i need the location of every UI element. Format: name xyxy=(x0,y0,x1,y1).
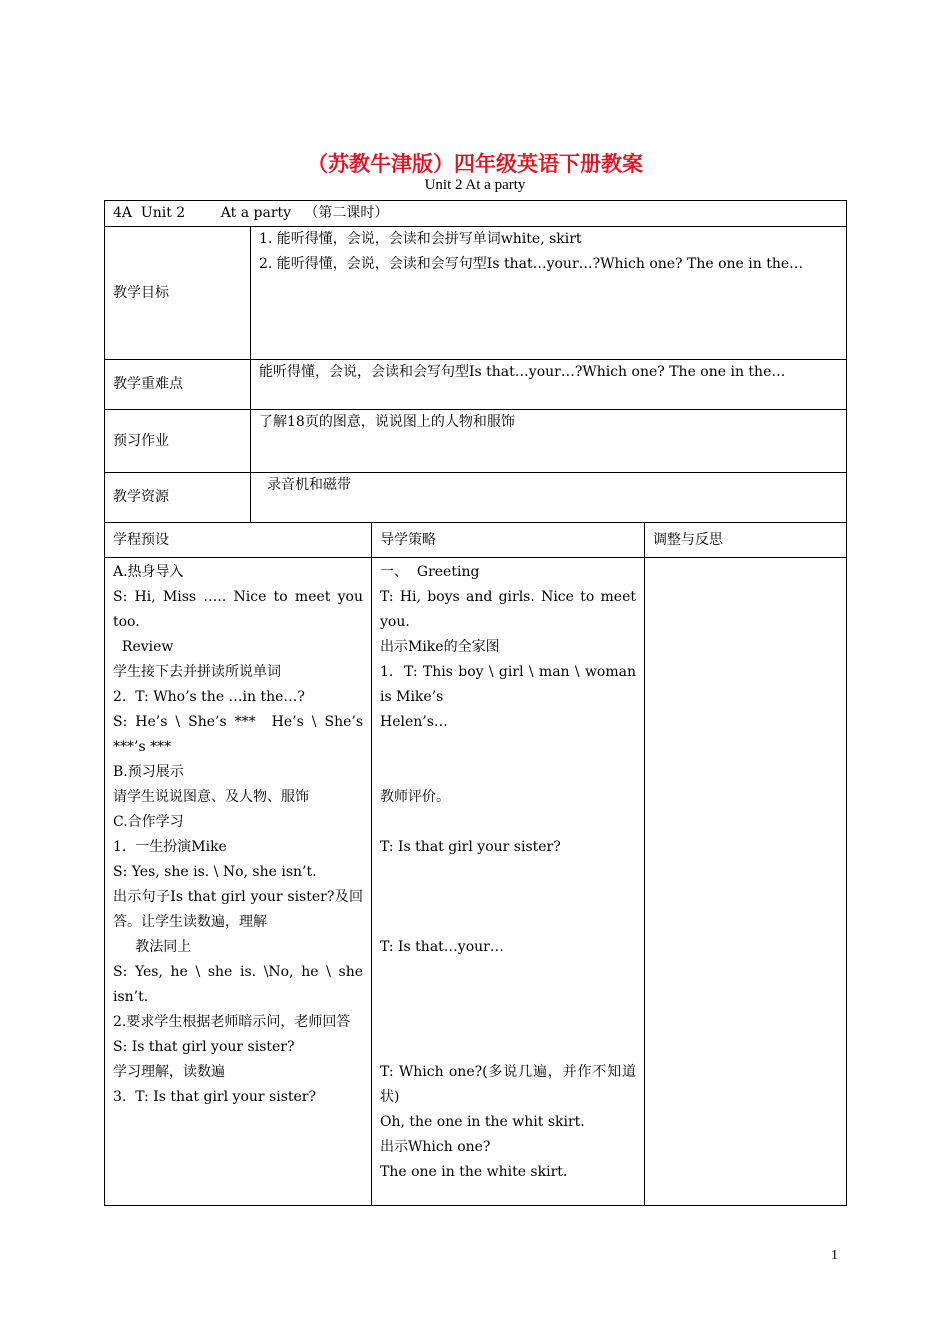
strategy-column-cell xyxy=(372,558,645,1206)
resources-content-cell xyxy=(251,473,847,523)
objectives-label-cell xyxy=(105,227,251,360)
document-subtitle: Unit 2 At a party xyxy=(424,177,526,193)
resources-label-cell xyxy=(105,473,251,523)
process-column-cell xyxy=(105,558,372,1206)
strategy-line: 1. T: This boy \ girl \ man \ woman is Mike’s xyxy=(380,664,641,705)
process-line: 教法同上 xyxy=(113,939,192,955)
strategy-line: T: Hi, boys and girls. Nice to meet you. xyxy=(380,589,641,630)
process-line: 请学生说说图意、及人物、服饰 xyxy=(113,789,309,805)
strategy-line: 出示Mike的全家图 xyxy=(380,639,500,655)
process-line: 学生接下去并拼读所说单词 xyxy=(113,664,281,680)
document-title: （苏教牛津版）四年级英语下册教案 xyxy=(307,152,643,176)
strategy-line: T: Is that…your… xyxy=(380,939,504,955)
preview-content-cell xyxy=(251,410,847,473)
preview-label-cell xyxy=(105,410,251,473)
process-line: 3. T: Is that girl your sister? xyxy=(113,1089,317,1105)
key-points-content-cell xyxy=(251,360,847,410)
process-line: S: He’s \ She’s *** He’s \ She’s ***’s *** xyxy=(113,714,368,755)
process-line: S: Is that girl your sister? xyxy=(113,1039,295,1055)
page-number: 1 xyxy=(831,1248,838,1263)
lesson-header-cell xyxy=(105,201,847,227)
process-line: Review xyxy=(113,639,174,655)
strategy-line xyxy=(380,1010,636,1035)
strategy-line: Helen’s… xyxy=(380,714,448,730)
lesson-plan-table xyxy=(104,200,847,1206)
process-line: C.合作学习 xyxy=(113,814,184,830)
key-points-label-cell xyxy=(105,360,251,410)
process-line: S: Hi, Miss ….. Nice to meet you too. xyxy=(113,589,368,630)
strategy-line xyxy=(380,860,636,885)
process-steps xyxy=(113,560,368,1110)
lesson-header: 4A Unit 2 At a party （第二课时） xyxy=(113,205,389,221)
process-line: 2.要求学生根据老师暗示问，老师回答 xyxy=(113,1014,351,1030)
column-header-process-label: 学程预设 xyxy=(113,531,169,548)
column-header-reflection xyxy=(645,523,847,558)
strategy-line xyxy=(380,735,636,760)
strategy-line: 出示Which one? xyxy=(380,1139,491,1155)
strategy-line xyxy=(380,960,636,985)
objectives-content-cell xyxy=(251,227,847,360)
strategy-line xyxy=(380,910,636,935)
process-line: S: Yes, she is. \ No, she isn’t. xyxy=(113,864,317,880)
process-line: 1. 一生扮演Mike xyxy=(113,839,227,855)
strategy-line xyxy=(380,810,636,835)
strategy-line xyxy=(380,985,636,1010)
strategy-steps xyxy=(380,560,641,1185)
column-header-strategy-label: 导学策略 xyxy=(380,531,436,548)
strategy-line xyxy=(380,760,636,785)
column-header-reflection-label: 调整与反思 xyxy=(653,531,723,548)
strategy-line: T: Is that girl your sister? xyxy=(380,839,561,855)
reflection-column-cell xyxy=(645,558,847,1206)
resources-label: 教学资源 xyxy=(113,489,169,505)
strategy-line: 一、 Greeting xyxy=(380,564,480,580)
strategy-line: 教师评价。 xyxy=(380,789,450,805)
strategy-line xyxy=(380,1035,636,1060)
process-line: A.热身导入 xyxy=(113,564,184,580)
process-line: S: Yes, he \ she is. \No, he \ she isn’t. xyxy=(113,964,368,1005)
strategy-line: The one in the white skirt. xyxy=(380,1164,568,1180)
column-header-strategy xyxy=(372,523,645,558)
process-line: 出示句子Is that girl your sister?及回答。让学生读数遍，理解 xyxy=(113,889,363,930)
key-points-label: 教学重难点 xyxy=(113,376,183,392)
preview-label: 预习作业 xyxy=(113,432,169,449)
objective-line-1: 1. 能听得懂，会说，会读和会拼写单词white, skirt xyxy=(259,231,582,247)
process-line: 2. T: Who’s the …in the…? xyxy=(113,689,305,705)
strategy-line: Oh, the one in the whit skirt. xyxy=(380,1114,585,1130)
column-header-process xyxy=(105,523,372,558)
process-line: B.预习展示 xyxy=(113,764,184,780)
strategy-line: T: Which one?(多说几遍，并作不知道状) xyxy=(380,1064,636,1105)
strategy-line xyxy=(380,885,636,910)
objective-line-2: 2. 能听得懂，会说，会读和会写句型Is that…your…?Which one? The one in the… xyxy=(259,256,804,272)
preview-text: 了解18页的图意，说说图上的人物和服饰 xyxy=(259,414,515,430)
key-points-text: 能听得懂，会说，会读和会写句型Is that…your…?Which one? The one in the… xyxy=(259,364,786,380)
objectives-label: 教学目标 xyxy=(113,284,169,301)
process-line: 学习理解，读数遍 xyxy=(113,1064,225,1080)
resources-text: 录音机和磁带 xyxy=(267,477,351,493)
